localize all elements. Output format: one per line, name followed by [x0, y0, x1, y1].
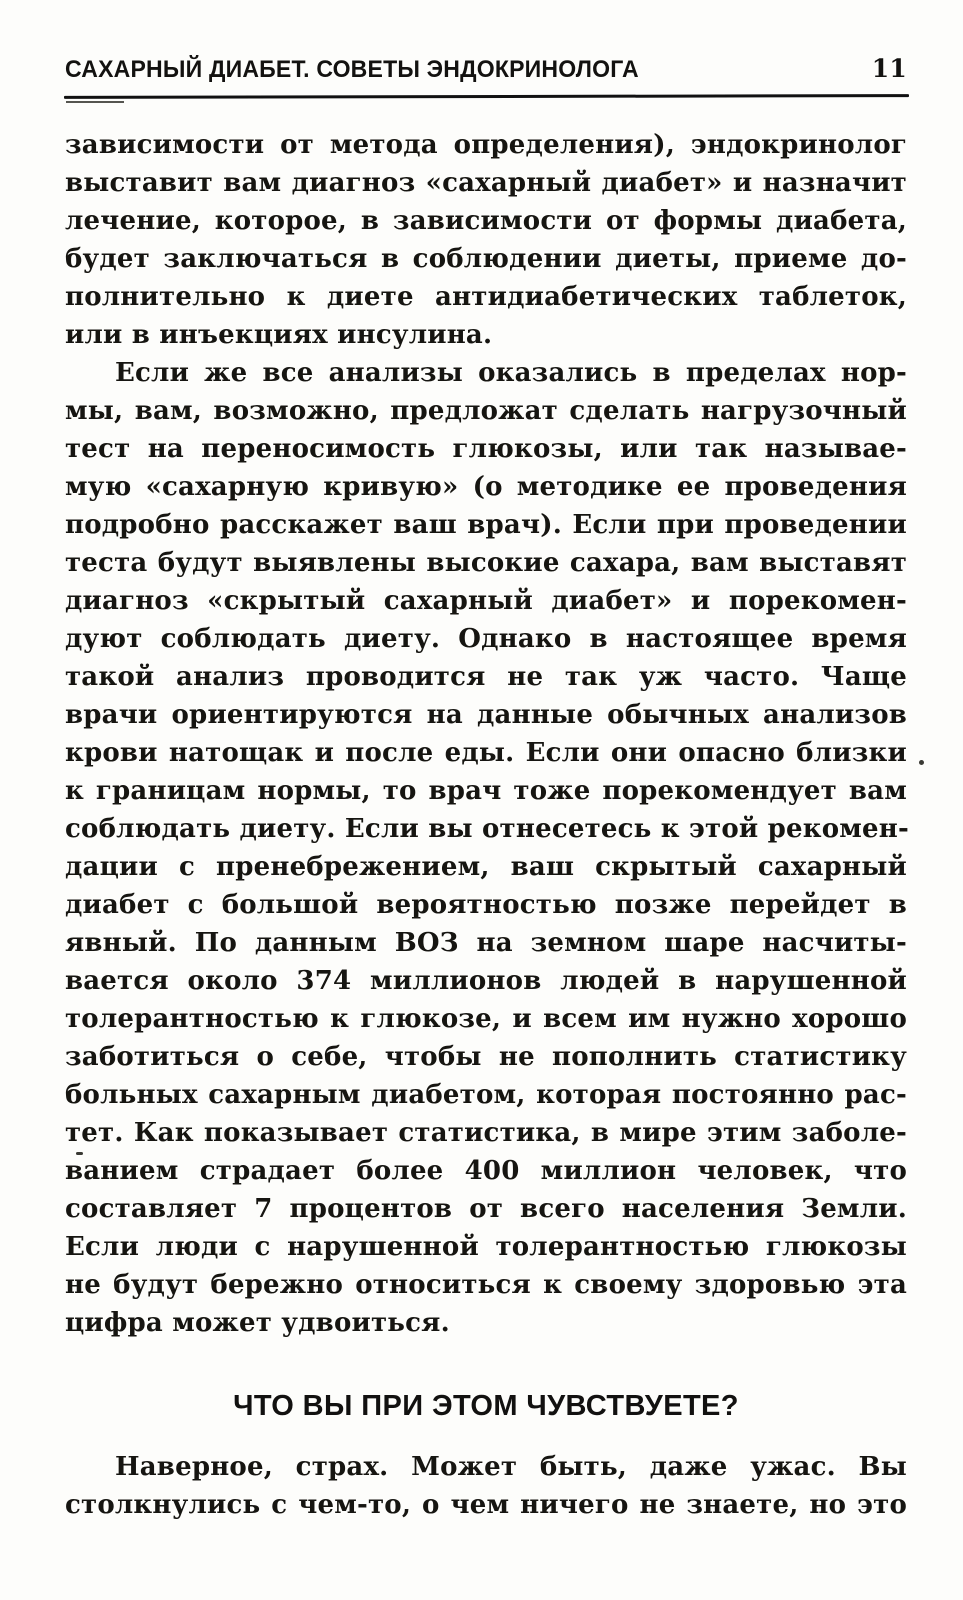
header-rule: [64, 94, 909, 99]
text-line: ванием страдает более 400 миллион человек, что: [65, 1156, 907, 1186]
text-line: или в инъекциях инсулина.: [65, 320, 493, 350]
text-line: мую «сахарную кривую» (о методике ее проведения: [65, 472, 907, 502]
text-line: тет. Как показывает статистика, в мире этим заболе-: [65, 1118, 907, 1148]
text-line: будет заключаться в соблюдении диеты, приеме до-: [65, 244, 907, 274]
text-line: вается около 374 миллионов людей в нарушенной: [65, 966, 907, 996]
body-text-after: [65, 1448, 907, 1524]
text-line: Наверное, страх. Может быть, даже ужас. Вы: [115, 1452, 907, 1482]
text-line: дации с пренебрежением, ваш скрытый сахарный: [65, 852, 907, 882]
text-line: крови натощак и после еды. Если они опасно близки: [65, 738, 907, 768]
text-line: соблюдать диету. Если вы отнесетесь к этой рекомен-: [65, 814, 910, 844]
text-line: лечение, которое, в зависимости от формы диабета,: [65, 206, 907, 236]
text-line: толерантностью к глюкозе, и всем им нужно хорошо: [65, 1004, 907, 1034]
text-line: полнительно к диете антидиабетических таблеток,: [65, 282, 907, 312]
text-line: столкнулись с чем-то, о чем ничего не знаете, но это: [65, 1490, 907, 1520]
text-line: такой анализ проводится не так уж часто. Чаще: [65, 662, 907, 692]
text-line: дуют соблюдать диету. Однако в настоящее время: [65, 624, 907, 654]
text-line: не будут бережно относиться к своему здоровью эта: [65, 1270, 907, 1300]
text-line: заботиться о себе, чтобы не пополнить статистику: [65, 1042, 907, 1072]
text-line: тест на переносимость глюкозы, или так называе-: [65, 434, 907, 464]
text-line: выставит вам диагноз «сахарный диабет» и назначит: [65, 168, 907, 198]
text-line: диабет с большой вероятностью позже перейдет в: [65, 890, 907, 920]
text-line: врачи ориентируются на данные обычных анализов: [65, 700, 907, 730]
text-line: больных сахарным диабетом, которая постоянно рас-: [65, 1080, 907, 1110]
text-line: явный. По данным ВОЗ на земном шаре насчиты-: [65, 928, 907, 958]
running-header-title: САХАРНЫЙ ДИАБЕТ. СОВЕТЫ ЭНДОКРИНОЛОГА: [65, 56, 639, 83]
body-text: [65, 126, 910, 1342]
text-line: цифра может удвоиться.: [65, 1308, 450, 1338]
text-line: подробно расскажет ваш врач). Если при проведении: [65, 510, 907, 540]
text-line: теста будут выявлены высокие сахара, вам выставят: [65, 548, 907, 578]
text-line: составляет 7 процентов от всего населения Земли.: [65, 1194, 907, 1224]
text-line: к границам нормы, то врач тоже порекомендует вам: [65, 776, 907, 806]
section-heading: ЧТО ВЫ ПРИ ЭТОМ ЧУВСТВУЕТЕ?: [233, 1390, 739, 1422]
text-line: мы, вам, возможно, предложат сделать нагрузочный: [65, 396, 907, 426]
page-number: 11: [871, 54, 907, 83]
text-line: Если люди с нарушенной толерантностью глюкозы: [65, 1232, 907, 1262]
text-line: диагноз «скрытый сахарный диабет» и порекомен-: [65, 586, 907, 616]
scan-artifact-dot: [919, 760, 924, 765]
scan-artifact-dash: [76, 1152, 83, 1155]
running-header: [65, 54, 907, 84]
text-line: Если же все анализы оказались в пределах нор-: [115, 358, 907, 388]
header-rule-artifact: [66, 101, 124, 103]
text-line: зависимости от метода определения), эндокринолог: [65, 130, 907, 160]
